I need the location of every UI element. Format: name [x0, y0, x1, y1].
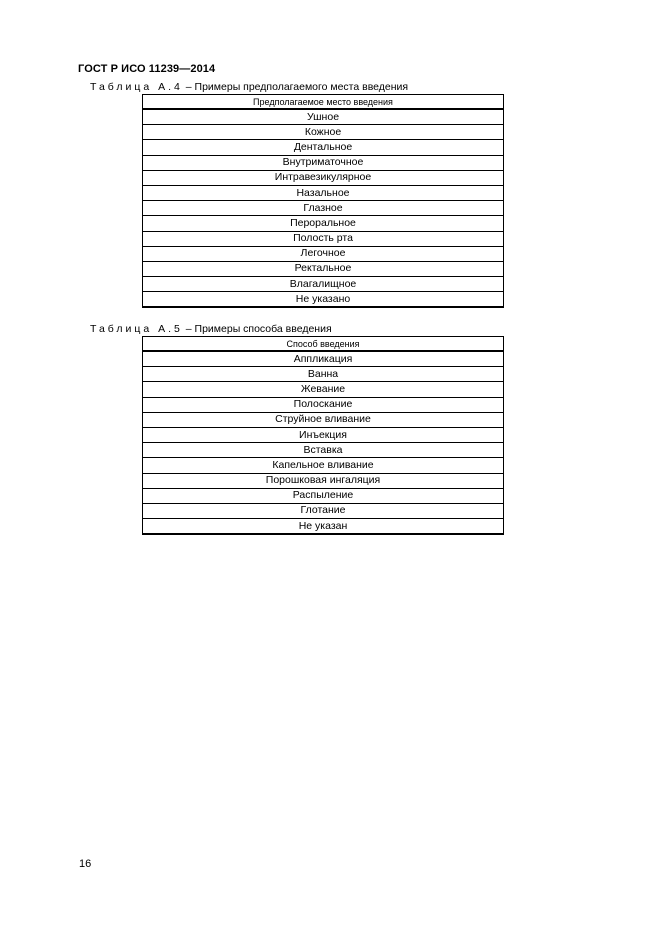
table-cell: Влагалищное [143, 277, 504, 292]
table-row [143, 367, 504, 382]
table-a5-title: Примеры способа введения [194, 323, 332, 335]
table-row [143, 216, 504, 231]
table-cell: Полость рта [143, 231, 504, 246]
page-number: 16 [79, 858, 92, 870]
table-cell: Интравезикулярное [143, 170, 504, 185]
table-row [143, 473, 504, 488]
table-cell: Струйное вливание [143, 412, 504, 427]
table-cell: Вставка [143, 443, 504, 458]
table-row [143, 109, 504, 125]
table-cell: Легочное [143, 246, 504, 261]
table-a4 [142, 94, 504, 308]
table-row [143, 170, 504, 185]
table-cell: Глотание [143, 503, 504, 518]
table-cell: Аппликация [143, 351, 504, 367]
table-a5-column-header: Способ введения [143, 337, 504, 352]
table-row [143, 201, 504, 216]
table-row [143, 503, 504, 518]
table-row [143, 427, 504, 442]
table-cell: Назальное [143, 185, 504, 200]
table-row [143, 185, 504, 200]
table-row [143, 231, 504, 246]
table-cell: Не указан [143, 519, 504, 535]
table-cell: Глазное [143, 201, 504, 216]
table-row [143, 488, 504, 503]
table-cell: Распыление [143, 488, 504, 503]
table-a4-title: Примеры предполагаемого места введения [194, 81, 409, 93]
document-header: ГОСТ Р ИСО 11239—2014 [78, 63, 216, 75]
table-row [143, 292, 504, 308]
table-row [143, 519, 504, 535]
table-a4-column-header: Предполагаемое место введения [143, 95, 504, 110]
table-cell: Полоскание [143, 397, 504, 412]
table-cell: Не указано [143, 292, 504, 308]
table-cell: Ректальное [143, 261, 504, 276]
table-a4-dash: – [185, 81, 192, 93]
table-cell: Инъекция [143, 427, 504, 442]
table-a4-caption [90, 81, 408, 93]
table-row [143, 382, 504, 397]
table-row [143, 458, 504, 473]
table-row [143, 351, 504, 367]
table-cell: Дентальное [143, 140, 504, 155]
table-a5-label: Таблица А.5 [90, 323, 183, 335]
table-a5-dash: – [185, 323, 192, 335]
table-a5-caption [90, 323, 332, 335]
table-row [143, 277, 504, 292]
table-cell: Жевание [143, 382, 504, 397]
table-cell: Капельное вливание [143, 458, 504, 473]
table-a4-label: Таблица А.4 [90, 81, 183, 93]
table-row [143, 397, 504, 412]
table-a5 [142, 336, 504, 535]
table-row [143, 246, 504, 261]
table-row [143, 155, 504, 170]
table-row [143, 412, 504, 427]
table-row [143, 261, 504, 276]
table-row [143, 140, 504, 155]
table-cell: Ушное [143, 109, 504, 125]
table-cell: Ванна [143, 367, 504, 382]
table-cell: Порошковая ингаляция [143, 473, 504, 488]
table-cell: Внутриматочное [143, 155, 504, 170]
table-cell: Пероральное [143, 216, 504, 231]
table-cell: Кожное [143, 125, 504, 140]
table-row [143, 125, 504, 140]
table-row [143, 443, 504, 458]
